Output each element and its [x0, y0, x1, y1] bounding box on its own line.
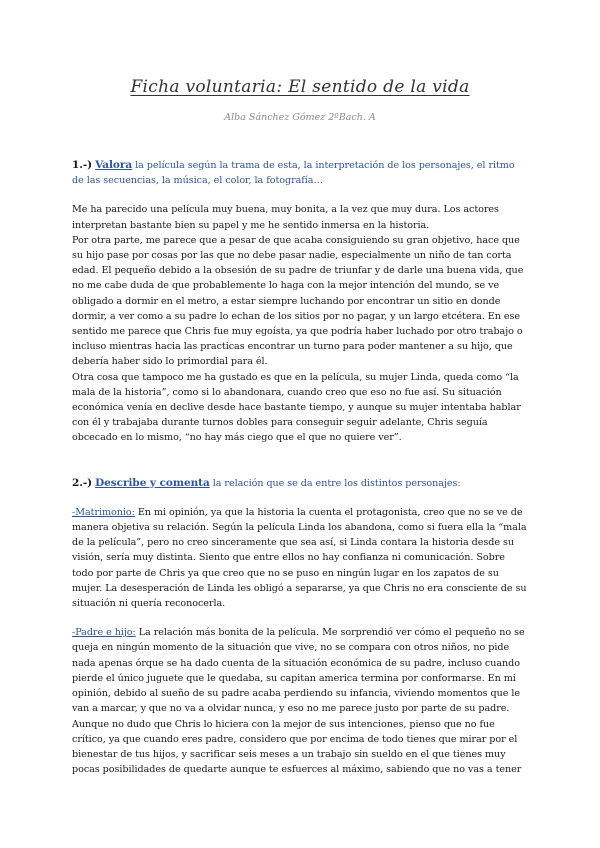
- question-2-keyword: Describe y comenta: [95, 476, 210, 489]
- question-1-number: 1.-): [72, 159, 93, 171]
- question-2-number: 2.-): [72, 476, 93, 489]
- answer-1-paragraph-1: Me ha parecido una película muy buena, muy bonita, a la vez que muy dura. Los actores interpretan bastante bien su papel y me he sentido inmersa en la historia.: [72, 204, 499, 231]
- answer-1-paragraph-3: Otra cosa que tampoco me ha gustado es que en la película, su mujer Linda, queda como “la mala de la historia”, como si lo abandonara, cuando creo que eso no fue así. Su situación económica venía en declive desde hace bastante tiempo, y aunque su mujer intentaba hablar con él y trabajaba durante turnos dobles para conseguir seguir adelante, Chris seguía obcecado en lo mismo, “no hay más ciego que el que no quiere ver”.: [72, 371, 521, 444]
- question-1: [72, 158, 528, 188]
- matrimonio-paragraph: [72, 505, 528, 611]
- question-2-text: la relación que se da entre los distintos personajes:: [209, 477, 461, 489]
- matrimonio-label: -Matrimonio:: [72, 506, 135, 518]
- document-body: [72, 158, 528, 777]
- question-2: [72, 476, 528, 491]
- padre-hijo-paragraph: [72, 625, 528, 777]
- padre-hijo-label: -Padre e hijo:: [72, 627, 136, 639]
- question-1-keyword: Valora: [95, 159, 133, 171]
- matrimonio-text: En mi opinión, ya que la historia la cuenta el protagonista, creo que no se ve de manera objetiva su relación. Según la película Linda los abandona, como si fuera ella la “mala de la película”, pero no creo sinceramente que sea así, si Linda contara la historia desde su visión, sería muy distinta. Siento que entre ellos no hay confianza ni comunicación. Sobre todo por parte de Chris ya que creo que no se puso en ningún lugar en los zapatos de su mujer. La desesperación de Linda les obligó a separarse, ya que Chris no era consciente de su situación ni quería reconocerla.: [72, 506, 527, 610]
- author-line: Alba Sánchez Gómez 2ºBach. A: [224, 112, 376, 123]
- padre-hijo-text: La relación más bonita de la película. Me sorprendió ver cómo el pequeño no se queja en ningún momento de la situación que vive, no se compara con otros niños, no pide nada apenas órque se ha dado cuenta de la situación económica de su padre, incluso cuando pierde el único juguete que le quedaba, su capitan america termina por conformarse. En mi opinión, debido al sueño de su padre acaba perdiendo su infancia, viviendo momentos que le van a marcar, y que no va a olvidar nunca, y eso no me parece justo por parte de su padre. Aunque no dudo que Chris lo hiciera con la mejor de sus intenciones, pienso que no fue crítico, ya que cuando eres padre, considero que por encima de todo tienes que mirar por el bienestar de tus hijos, y sacrificar seis meses a un trabajo sin sueldo en el que tienes muy pocas posibilidades de quedarte aunque te esfuerces al máximo, sabiendo que no vas a tener: [72, 627, 525, 776]
- question-1-text: la película según la trama de esta, la interpretación de los personajes, el ritmo de las secuencias, la música, el color, la fotografía…: [72, 160, 515, 187]
- page-title: Ficha voluntaria: El sentido de la vida: [130, 77, 470, 97]
- answer-1-paragraph-2: Por otra parte, me parece que a pesar de que acaba consiguiendo su gran objetivo, hace que su hijo pase por cosas por las que no debe pasar nadie, especialmente un niño de tan corta edad. El pequeño debido a la obsesión de su padre de triunfar y de darle una buena vida, que no me cabe duda de que probablemente lo haga con la mejor intención del mundo, se ve obligado a dormir en el metro, a estar siempre luchando por encontrar un sitio en donde dormir, a ver como a su padre lo echan de los sitios por no pagar, y un largo etcétera. En ese sentido me parece que Chris fue muy egoísta, ya que podría haber luchado por otro trabajo o incluso mientras hacia las practicas encontrar un turno para poder mantener a su hijo, que debería haber sido lo primordial para él.: [72, 234, 524, 368]
